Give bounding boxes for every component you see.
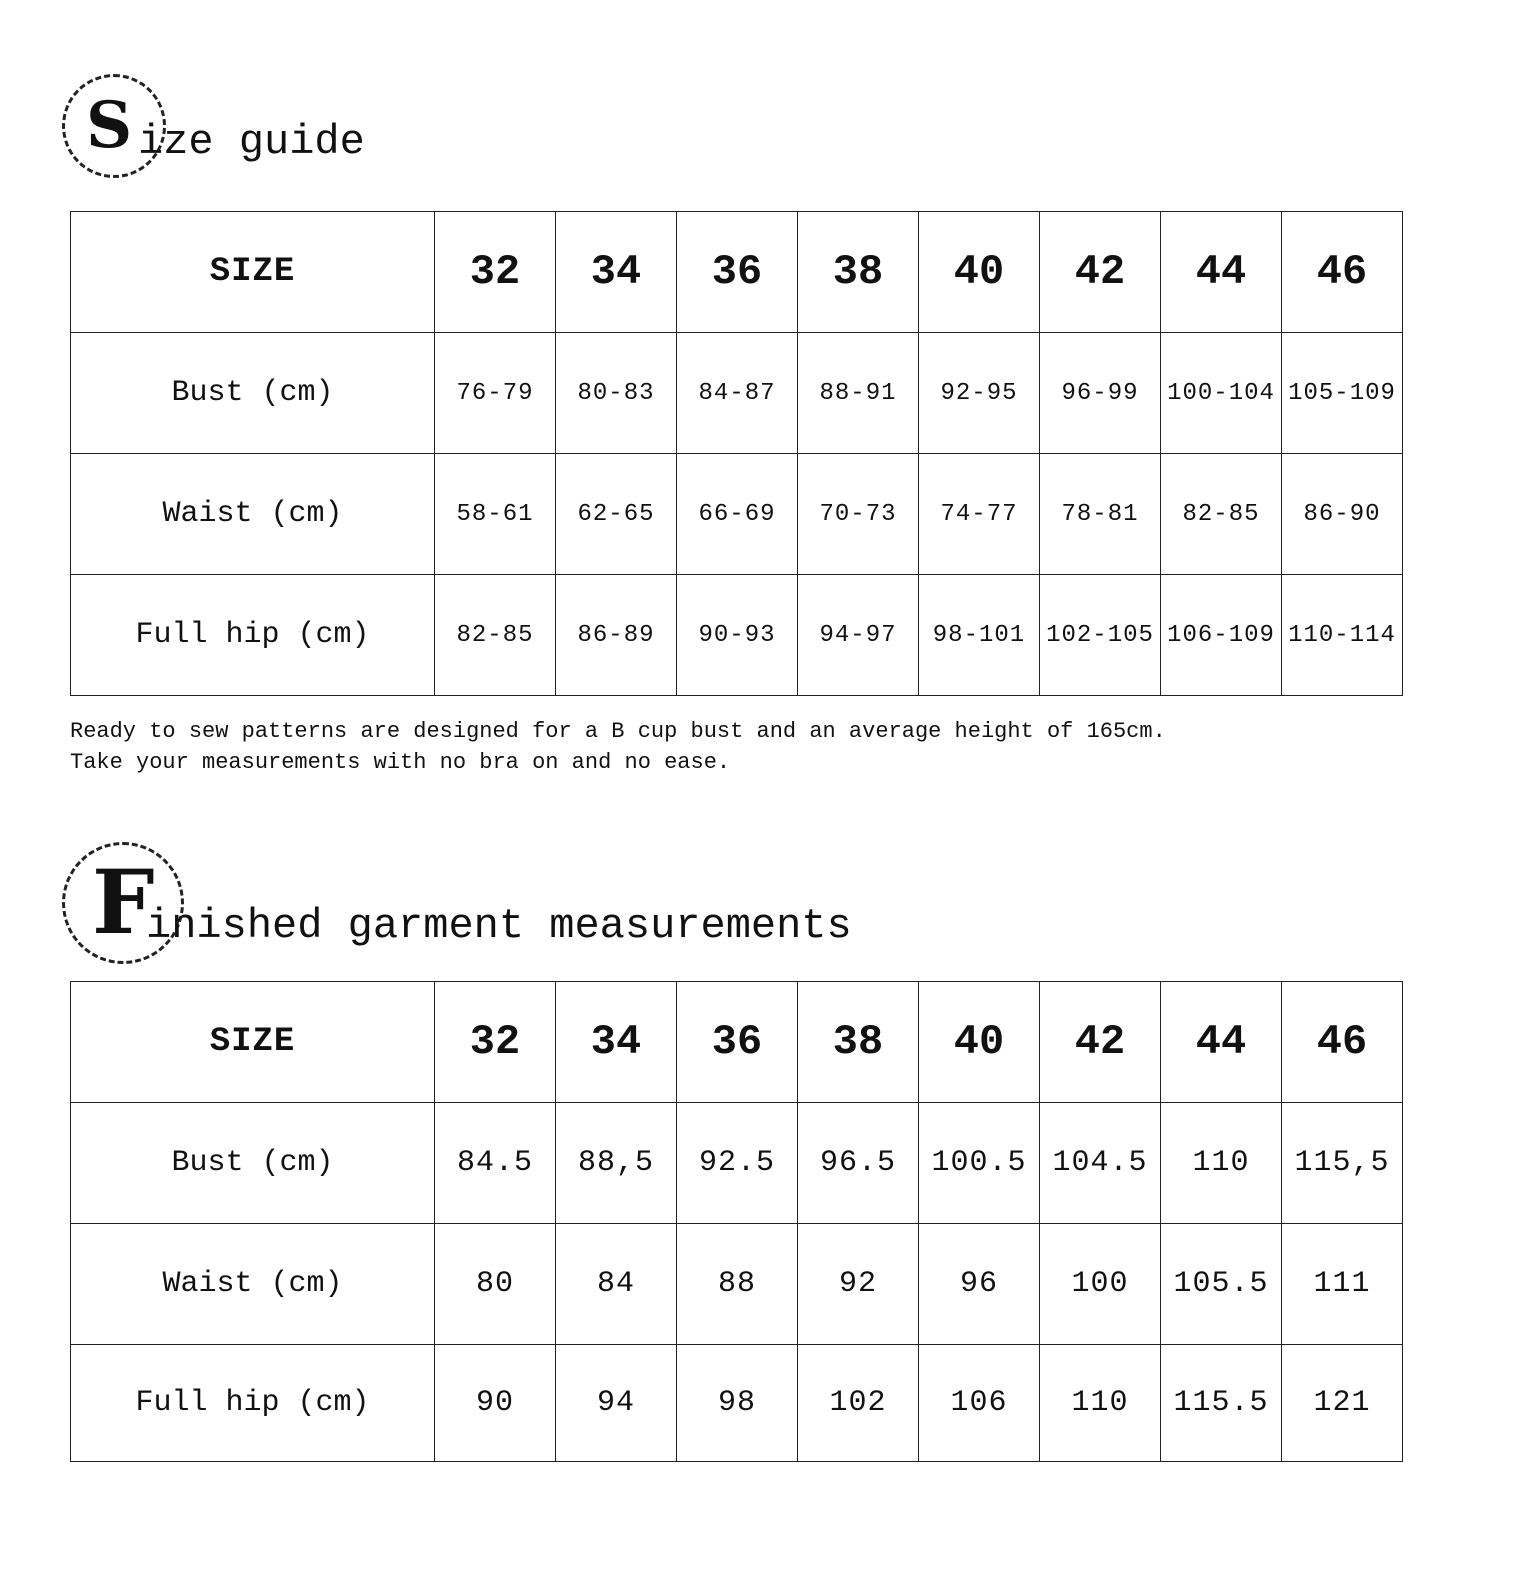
size-column-header: 36	[677, 982, 798, 1103]
table-cell: 105-109	[1282, 333, 1403, 454]
table-cell: 82-85	[435, 575, 556, 696]
table-cell: 115.5	[1161, 1345, 1282, 1462]
table-cell: 88-91	[798, 333, 919, 454]
size-column-header: 44	[1161, 982, 1282, 1103]
table-cell: 58-61	[435, 454, 556, 575]
table-row	[71, 1224, 1403, 1345]
size-column-header: 42	[1040, 982, 1161, 1103]
table-cell: 76-79	[435, 333, 556, 454]
table-cell: 96	[919, 1224, 1040, 1345]
size-column-header: 38	[798, 982, 919, 1103]
table-cell: 88	[677, 1224, 798, 1345]
table-cell: 80-83	[556, 333, 677, 454]
row-label: Full hip (cm)	[71, 575, 435, 696]
finished-measurements-table	[70, 981, 1403, 1462]
table-cell: 92	[798, 1224, 919, 1345]
table-cell: 94-97	[798, 575, 919, 696]
size-column-header: 42	[1040, 212, 1161, 333]
size-column-header: 44	[1161, 212, 1282, 333]
row-label: Bust (cm)	[71, 333, 435, 454]
size-column-header: 46	[1282, 212, 1403, 333]
table-cell: 78-81	[1040, 454, 1161, 575]
size-guide-note	[70, 716, 1166, 778]
table-cell: 90	[435, 1345, 556, 1462]
table-cell: 84	[556, 1224, 677, 1345]
row-label: Waist (cm)	[71, 1224, 435, 1345]
size-header-cell: SIZE	[71, 982, 435, 1103]
table-cell: 92.5	[677, 1103, 798, 1224]
table-cell: 84.5	[435, 1103, 556, 1224]
table-cell: 94	[556, 1345, 677, 1462]
table-cell: 96-99	[1040, 333, 1161, 454]
table-header-row	[71, 982, 1403, 1103]
table-cell: 90-93	[677, 575, 798, 696]
heading-text: inished garment measurements	[146, 902, 852, 950]
size-guide-table	[70, 211, 1403, 696]
table-cell: 74-77	[919, 454, 1040, 575]
table-cell: 92-95	[919, 333, 1040, 454]
table-header-row	[71, 212, 1403, 333]
table-cell: 84-87	[677, 333, 798, 454]
table-cell: 70-73	[798, 454, 919, 575]
table-row	[71, 1345, 1403, 1462]
table-cell: 115,5	[1282, 1103, 1403, 1224]
table-cell: 111	[1282, 1224, 1403, 1345]
table-row	[71, 333, 1403, 454]
table-cell: 102	[798, 1345, 919, 1462]
row-label: Bust (cm)	[71, 1103, 435, 1224]
table-cell: 86-90	[1282, 454, 1403, 575]
size-column-header: 40	[919, 212, 1040, 333]
table-cell: 100-104	[1161, 333, 1282, 454]
table-row	[71, 1103, 1403, 1224]
size-column-header: 36	[677, 212, 798, 333]
table-cell: 110	[1161, 1103, 1282, 1224]
heading-text: ize guide	[138, 118, 365, 166]
table-cell: 102-105	[1040, 575, 1161, 696]
table-cell: 110	[1040, 1345, 1161, 1462]
size-column-header: 32	[435, 212, 556, 333]
size-header-cell: SIZE	[71, 212, 435, 333]
table-cell: 100.5	[919, 1103, 1040, 1224]
size-column-header: 34	[556, 212, 677, 333]
table-row	[71, 575, 1403, 696]
table-row	[71, 454, 1403, 575]
size-column-header: 46	[1282, 982, 1403, 1103]
size-column-header: 38	[798, 212, 919, 333]
row-label: Full hip (cm)	[71, 1345, 435, 1462]
table-cell: 98	[677, 1345, 798, 1462]
table-cell: 104.5	[1040, 1103, 1161, 1224]
table-cell: 105.5	[1161, 1224, 1282, 1345]
table-cell: 106	[919, 1345, 1040, 1462]
table-cell: 82-85	[1161, 454, 1282, 575]
table-cell: 80	[435, 1224, 556, 1345]
table-cell: 96.5	[798, 1103, 919, 1224]
table-cell: 121	[1282, 1345, 1403, 1462]
size-column-header: 40	[919, 982, 1040, 1103]
size-column-header: 34	[556, 982, 677, 1103]
note-line-2: Take your measurements with no bra on and no ease.	[70, 750, 731, 775]
row-label: Waist (cm)	[71, 454, 435, 575]
table-cell: 110-114	[1282, 575, 1403, 696]
table-cell: 62-65	[556, 454, 677, 575]
table-cell: 88,5	[556, 1103, 677, 1224]
table-cell: 98-101	[919, 575, 1040, 696]
table-cell: 100	[1040, 1224, 1161, 1345]
drop-cap-initial: S	[86, 88, 133, 163]
table-cell: 86-89	[556, 575, 677, 696]
table-cell: 66-69	[677, 454, 798, 575]
size-column-header: 32	[435, 982, 556, 1103]
note-line-1: Ready to sew patterns are designed for a B cup bust and an average height of 165cm.	[70, 719, 1166, 744]
drop-cap-initial: F	[92, 850, 155, 954]
table-cell: 106-109	[1161, 575, 1282, 696]
